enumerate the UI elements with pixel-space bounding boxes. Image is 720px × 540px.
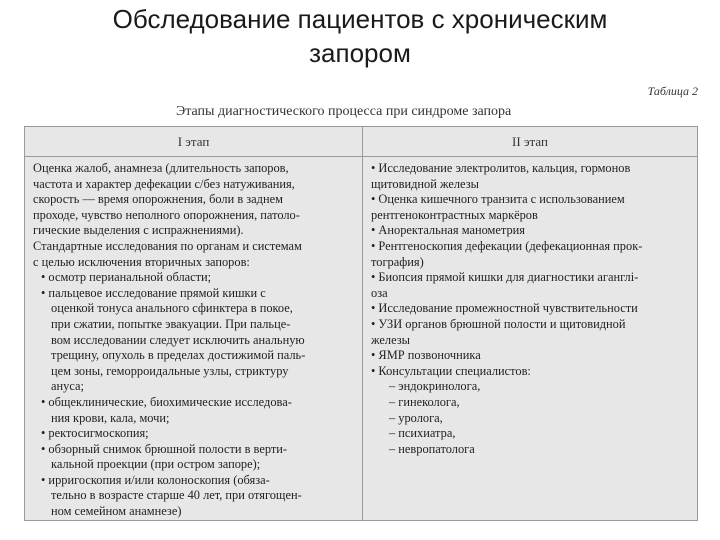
- stage-1-line: тельно в возрасте старше 40 лет, при отягощен-: [51, 488, 302, 503]
- stage-1-line: кальной проекции (при остром запоре);: [51, 457, 261, 472]
- stage-2-column: [363, 157, 697, 520]
- stage-1-line: • осмотр перианальной области;: [41, 270, 212, 285]
- stage-1-line: проходе, чувство неполного опорожнения, патоло-: [33, 207, 300, 222]
- stage-1-line: • пальцевое исследование прямой кишки с: [41, 285, 266, 300]
- stage-2-line: рентгеноконтрастных маркёров: [371, 207, 538, 222]
- stage-1-line: цем зоны, геморроидальные узлы, стриктуру: [51, 363, 289, 378]
- stage-2-line: – гинеколога,: [389, 394, 460, 409]
- stage-1-line: ния крови, кала, мочи;: [51, 410, 170, 425]
- stage-2-line: железы: [371, 332, 410, 347]
- stage-2-line: • Исследование электролитов, кальция, гормонов: [371, 161, 631, 175]
- stage-1-line: трещину, опухоль в пределах достижимой паль-: [51, 348, 306, 363]
- stage-1-line: гические выделения с испражнениями).: [33, 223, 244, 238]
- stage-2-line: – психиатра,: [389, 426, 456, 441]
- stage-2-line: – невропатолога: [389, 441, 475, 456]
- stage-2-line: щитовидной железы: [371, 176, 479, 191]
- table-number: Таблица 2: [647, 84, 698, 98]
- stage-1-line: оценкой тонуса анального сфинктера в покое,: [51, 301, 293, 316]
- stage-1-line: ануса;: [51, 379, 84, 394]
- table-caption: Этапы диагностического процесса при синдроме запора: [176, 104, 512, 119]
- stage-1-line: с целью исключения вторичных запоров:: [33, 254, 250, 269]
- stage-1-column: [25, 157, 363, 520]
- stage-2-line: • УЗИ органов брюшной полости и щитовидной: [371, 316, 626, 331]
- stage-1-line: • обзорный снимок брюшной полости в верти-: [41, 441, 288, 456]
- stage-2-line: тография): [371, 254, 424, 269]
- stage-1-line: вом исследовании следует исключить анальную: [51, 332, 305, 347]
- stage-2-line: • Исследование промежностной чувствительности: [371, 301, 638, 316]
- stage-1-line: скорость — время опорожнения, боли в заднем: [33, 192, 283, 207]
- stage-1-line: при сжатии, попытке эвакуации. При пальце-: [51, 316, 291, 331]
- stage-1-line: Стандартные исследования по органам и системам: [33, 238, 302, 253]
- stage-1-line: • ректосигмоскопия;: [41, 426, 149, 441]
- header-stage-2: II этап: [363, 127, 697, 157]
- stage-2-line: • Консультации специалистов:: [371, 363, 531, 378]
- stage-2-line: • Рентгеноскопия дефекации (дефекационная прок-: [371, 238, 643, 253]
- scanned-table: [24, 126, 698, 521]
- stage-1-line: Оценка жалоб, анамнеза (длительность запоров,: [33, 161, 289, 175]
- stage-1-line: • общеклинические, биохимические исследова-: [41, 394, 292, 409]
- stage-1-line: • ирригоскопия и/или колоноскопия (обяза-: [41, 472, 270, 487]
- stage-1-line: частота и характер дефекации с/без натуживания,: [33, 176, 295, 191]
- slide-title: [0, 2, 720, 70]
- slide-title-line-2: запором: [309, 38, 411, 68]
- header-stage-1: I этап: [25, 127, 363, 157]
- stage-2-line: – уролога,: [389, 410, 443, 425]
- slide-title-line-1: Обследование пациентов с хроническим: [112, 4, 608, 34]
- stage-2-line: • Оценка кишечного транзита с использованием: [371, 192, 625, 207]
- stage-2-line: – эндокринолога,: [389, 379, 481, 394]
- stage-2-line: • Аноректальная манометрия: [371, 223, 525, 238]
- stage-1-line: ном семейном анамнезе): [51, 504, 182, 519]
- stage-2-line: оза: [371, 285, 388, 300]
- stage-2-line: • Биопсия прямой кишки для диагностики аганглі-: [371, 270, 639, 285]
- stage-2-line: • ЯМР позвоночника: [371, 348, 481, 363]
